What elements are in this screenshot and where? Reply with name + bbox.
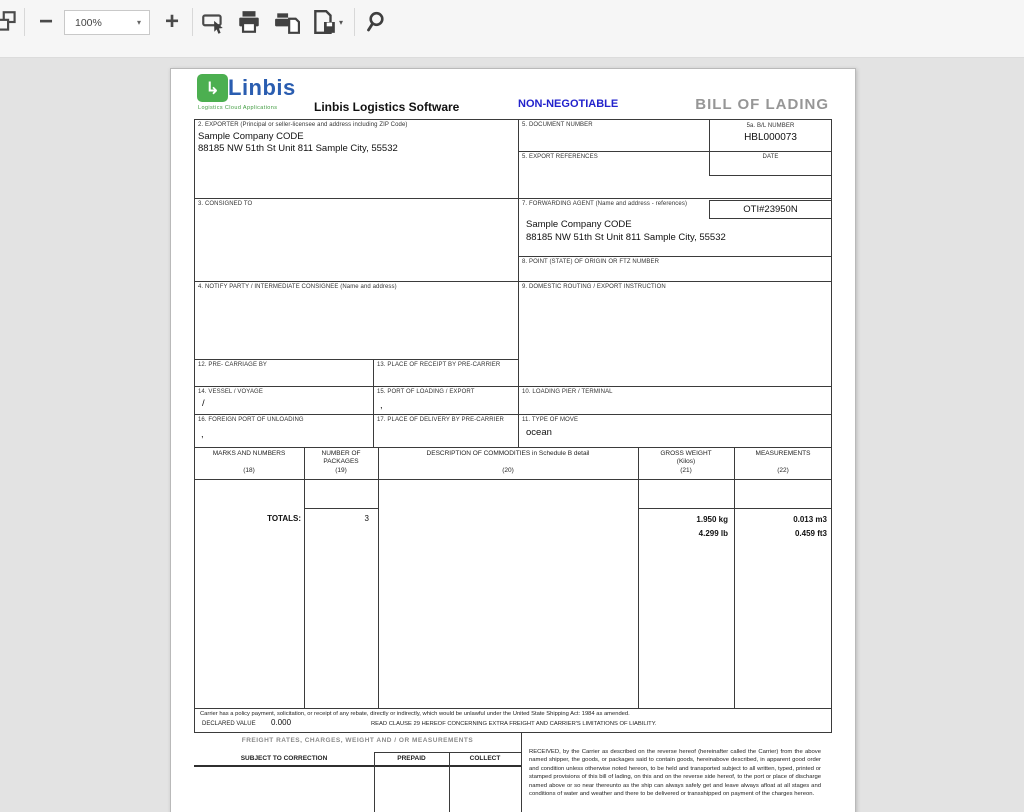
select-region-button[interactable] — [198, 7, 228, 37]
date-label: DATE — [762, 154, 779, 160]
search-button[interactable] — [360, 7, 390, 37]
bl-number-label: 5a. B/L NUMBER — [746, 123, 795, 129]
col-marks-header: MARKS AND NUMBERS — [212, 450, 286, 457]
col-marks-num: (18) — [243, 467, 255, 474]
col-packages-header: NUMBER OF PACKAGES — [321, 450, 361, 466]
report-viewer-toolbar — [0, 0, 1024, 58]
minus-icon: − — [38, 8, 53, 35]
toolbar-separator — [354, 8, 355, 36]
origin-point-label: 8. POINT (STATE) OF ORIGIN OR FTZ NUMBER — [522, 259, 660, 265]
col-packages-num: (19) — [335, 467, 347, 474]
zoom-in-button[interactable] — [157, 7, 187, 37]
zoom-level-select[interactable] — [64, 10, 150, 35]
port-of-loading-value: , — [380, 400, 383, 411]
export-save-icon — [311, 9, 337, 35]
toolbar-separator — [24, 8, 25, 36]
chevron-down-icon: ▾ — [136, 18, 141, 27]
collect-label: COLLECT — [469, 755, 501, 762]
brand-tagline: Logistics Cloud Applications — [198, 105, 278, 111]
consigned-to-label: 3. CONSIGNED TO — [198, 201, 253, 207]
export-references-label: 5. EXPORT REFERENCES — [522, 154, 598, 160]
zoom-level-value: 100% — [75, 16, 102, 29]
pre-carriage-label: 12. PRE- CARRIAGE BY — [198, 362, 268, 368]
linbis-logo-icon: ↳ — [197, 74, 228, 102]
declared-value: 0.000 — [271, 718, 292, 727]
print-page-button[interactable] — [272, 7, 302, 37]
brand-name: Linbis — [228, 75, 296, 100]
export-button[interactable] — [308, 7, 346, 37]
exporter-name: Sample Company CODE — [198, 131, 304, 142]
loading-pier-label: 10. LOADING PIER / TERMINAL — [522, 389, 613, 395]
vessel-label: 14. VESSEL / VOYAGE — [198, 389, 263, 395]
foreign-port-label: 16. FOREIGN PORT OF UNLOADING — [198, 417, 304, 423]
select-region-icon — [200, 9, 226, 35]
place-of-receipt-label: 13. PLACE OF RECEIPT BY PRE-CARRIER — [377, 362, 501, 368]
exporter-address: 88185 NW 51th St Unit 811 Sample City, 55532 — [198, 143, 398, 154]
clause-29: READ CLAUSE 29 HEREOF CONCERNING EXTRA FREIGHT AND CARRIER'S LIMITATIONS OF LIABILITY. — [371, 721, 657, 727]
measurement-m3: 0.013 m3 — [793, 515, 827, 524]
subject-to-correction-label: SUBJECT TO CORRECTION — [240, 755, 328, 762]
col-measurements-num: (22) — [777, 467, 789, 474]
forwarding-agent-name: Sample Company CODE — [526, 219, 632, 230]
col-description-num: (20) — [502, 467, 514, 474]
print-icon — [236, 9, 262, 35]
type-of-move-label: 11. TYPE OF MOVE — [522, 417, 579, 423]
port-of-loading-label: 15. PORT OF LOADING / EXPORT — [377, 389, 475, 395]
print-button[interactable] — [234, 7, 264, 37]
bl-number-value: HBL000073 — [744, 132, 797, 143]
plus-icon: + — [164, 8, 179, 35]
prepaid-label: PREPAID — [397, 755, 426, 762]
document-page — [170, 68, 856, 812]
notify-party-label: 4. NOTIFY PARTY / INTERMEDIATE CONSIGNEE (Name and address) — [198, 284, 397, 290]
software-title: Linbis Logistics Software — [314, 100, 460, 114]
col-measurements-header: MEASUREMENTS — [755, 450, 811, 457]
freight-rates-title: FREIGHT RATES, CHARGES, WEIGHT AND / OR MEASUREMENTS — [241, 737, 474, 744]
col-description-header: DESCRIPTION OF COMMODITIES in Schedule B detail — [426, 450, 590, 457]
type-of-move-value: ocean — [526, 427, 552, 438]
col-gross-weight-num: (21) — [680, 467, 692, 474]
gross-weight-lb: 4.299 lb — [698, 529, 728, 538]
carrier-clause: Carrier has a policy payment, solicitation, or receipt of any rebate, directly or indirectly, which would be unlawful under the United State Shipping Act: 1984 as amended. — [200, 711, 630, 717]
received-clause: RECEIVED, by the Carrier as described on the reverse hereof (hereinafter called the Carrier) from the above named shipper, the goods, or packages said to contain goods, hereinabove described, in apparent good order and condition unless otherwise noted hereon, to be held and transported subject to all written, typed, printed or stamped provisions of this bill of lading, on this and on the reverse side hereof, to the port or place of discharge named above or so near thereunto as the ship can always safely get and leave always afloat at all stages and conditions of water and weather and there to be delivered or transshipped on payment of the charges hereon. — [529, 749, 821, 797]
zoom-out-button[interactable] — [31, 7, 61, 37]
pages-icon[interactable] — [0, 7, 22, 37]
measurement-ft3: 0.459 ft3 — [794, 529, 827, 538]
foreign-port-value: , — [201, 429, 204, 440]
oti-value: OTI#23950N — [743, 204, 798, 215]
forwarding-agent-address: 88185 NW 51th St Unit 811 Sample City, 55532 — [526, 232, 726, 243]
exporter-label: 2. EXPORTER (Principal or seller-licensee and address including ZIP Code) — [198, 122, 408, 128]
document-number-label: 5. DOCUMENT NUMBER — [522, 122, 593, 128]
vessel-value: / — [202, 398, 205, 409]
domestic-routing-label: 9. DOMESTIC ROUTING / EXPORT INSTRUCTION — [522, 284, 666, 290]
print-page-icon — [274, 9, 300, 35]
col-gross-weight-header: GROSS WEIGHT (Kilos) — [660, 450, 712, 466]
totals-packages: 3 — [364, 514, 369, 523]
toolbar-separator — [192, 8, 193, 36]
search-icon — [363, 10, 387, 34]
gross-weight-kg: 1.950 kg — [696, 515, 728, 524]
non-negotiable-label: NON-NEGOTIABLE — [518, 98, 619, 110]
totals-label: TOTALS: — [267, 514, 301, 523]
declared-value-label: DECLARED VALUE — [202, 721, 256, 727]
page-title: BILL OF LADING — [695, 96, 829, 113]
place-of-delivery-label: 17. PLACE OF DELIVERY BY PRE-CARRIER — [377, 417, 504, 423]
chevron-down-icon: ▾ — [338, 17, 343, 27]
forwarding-agent-label: 7. FORWARDING AGENT (Name and address - references) — [522, 201, 688, 207]
